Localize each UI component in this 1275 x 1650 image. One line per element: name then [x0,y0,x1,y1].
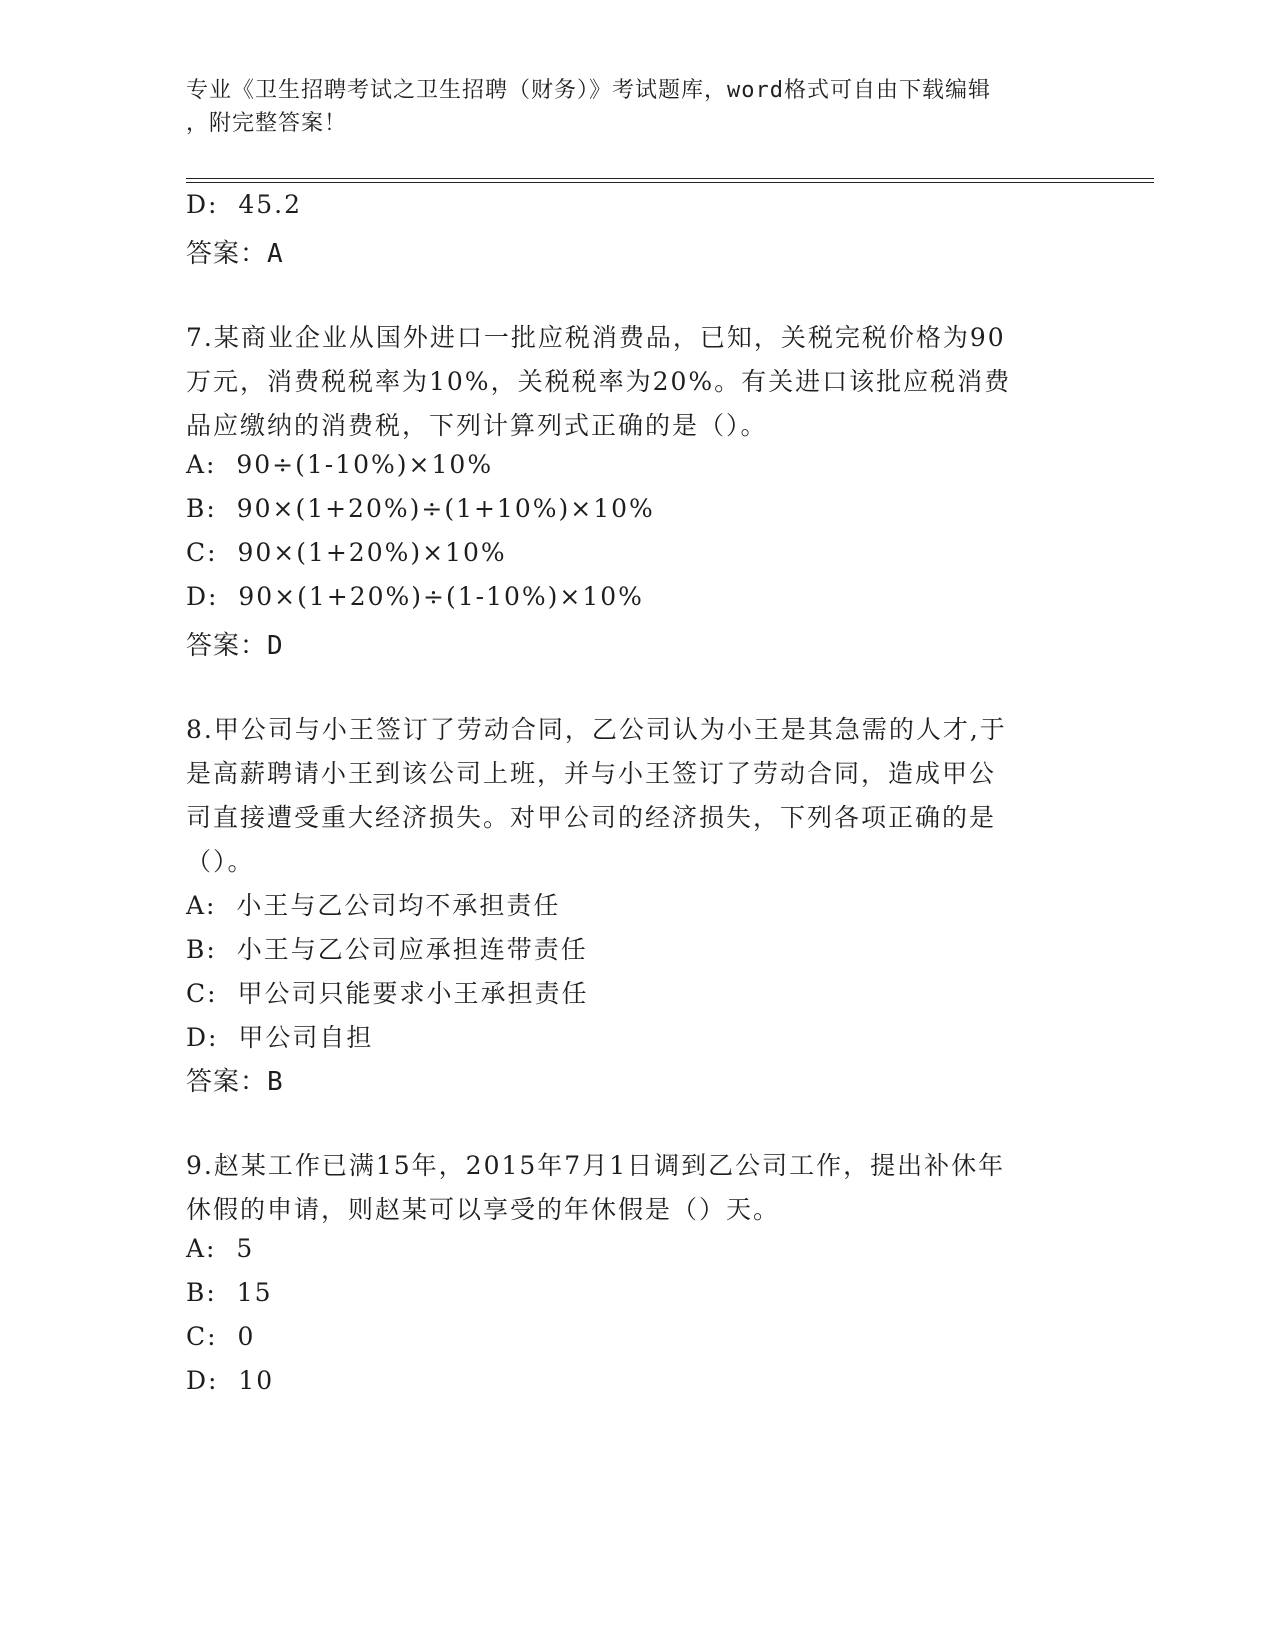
q9-option-c: C: 0 [186,1322,256,1351]
q9-text-line-1: 9.赵某工作已满15年，2015年7月1日调到乙公司工作，提出补休年 [186,1151,1006,1180]
header-line-2: ，附完整答案！ [186,111,348,136]
q7-text-line-1: 7.某商业企业从国外进口一批应税消费品，已知，关税完税价格为90 [186,323,1006,352]
q7-option-d: D: 90×(1+20%)÷(1-10%)×10% [186,582,644,611]
q8-option-d: D: 甲公司自担 [186,1023,374,1052]
q8-text-line-4: （）。 [186,847,255,876]
q8-text-line-2: 是高薪聘请小王到该公司上班，并与小王签订了劳动合同，造成甲公 [186,759,997,788]
q8-text-line-3: 司直接遭受重大经济损失。对甲公司的经济损失，下列各项正确的是 [186,803,997,832]
q8-answer: 答案：B [186,1067,284,1097]
q7-option-b: B: 90×(1+20%)÷(1+10%)×10% [186,494,655,523]
q8-text-line-1: 8.甲公司与小王签订了劳动合同，乙公司认为小王是其急需的人才,于 [186,715,1007,744]
q7-answer: 答案：D [186,631,284,661]
document-header [186,74,1086,140]
q7-text-line-3: 品应缴纳的消费税，下列计算列式正确的是（）。 [186,411,768,440]
q8-option-a: A: 小王与乙公司均不承担责任 [186,891,561,920]
q9-option-b: B: 15 [186,1278,273,1307]
q8-option-c: C: 甲公司只能要求小王承担责任 [186,979,589,1008]
q7-text-line-2: 万元，消费税税率为10%，关税税率为20%。有关进口该批应税消费 [186,367,1012,396]
header-divider-top [186,178,1154,179]
q8-option-b: B: 小王与乙公司应承担连带责任 [186,935,588,964]
q9-text-line-2: 休假的申请，则赵某可以享受的年休假是（）天。 [186,1195,781,1224]
q9-option-d: D: 10 [186,1366,275,1395]
header-divider-bottom [186,182,1154,183]
q7-option-c: C: 90×(1+20%)×10% [186,538,507,567]
prev-answer: 答案：A [186,239,284,269]
prev-option-d: D: 45.2 [186,190,303,219]
q7-option-a: A: 90÷(1-10%)×10% [186,450,494,479]
header-line-1: 专业《卫生招聘考试之卫生招聘（财务）》考试题库，word格式可自由下载编辑 [186,78,991,103]
q9-option-a: A: 5 [186,1234,255,1263]
